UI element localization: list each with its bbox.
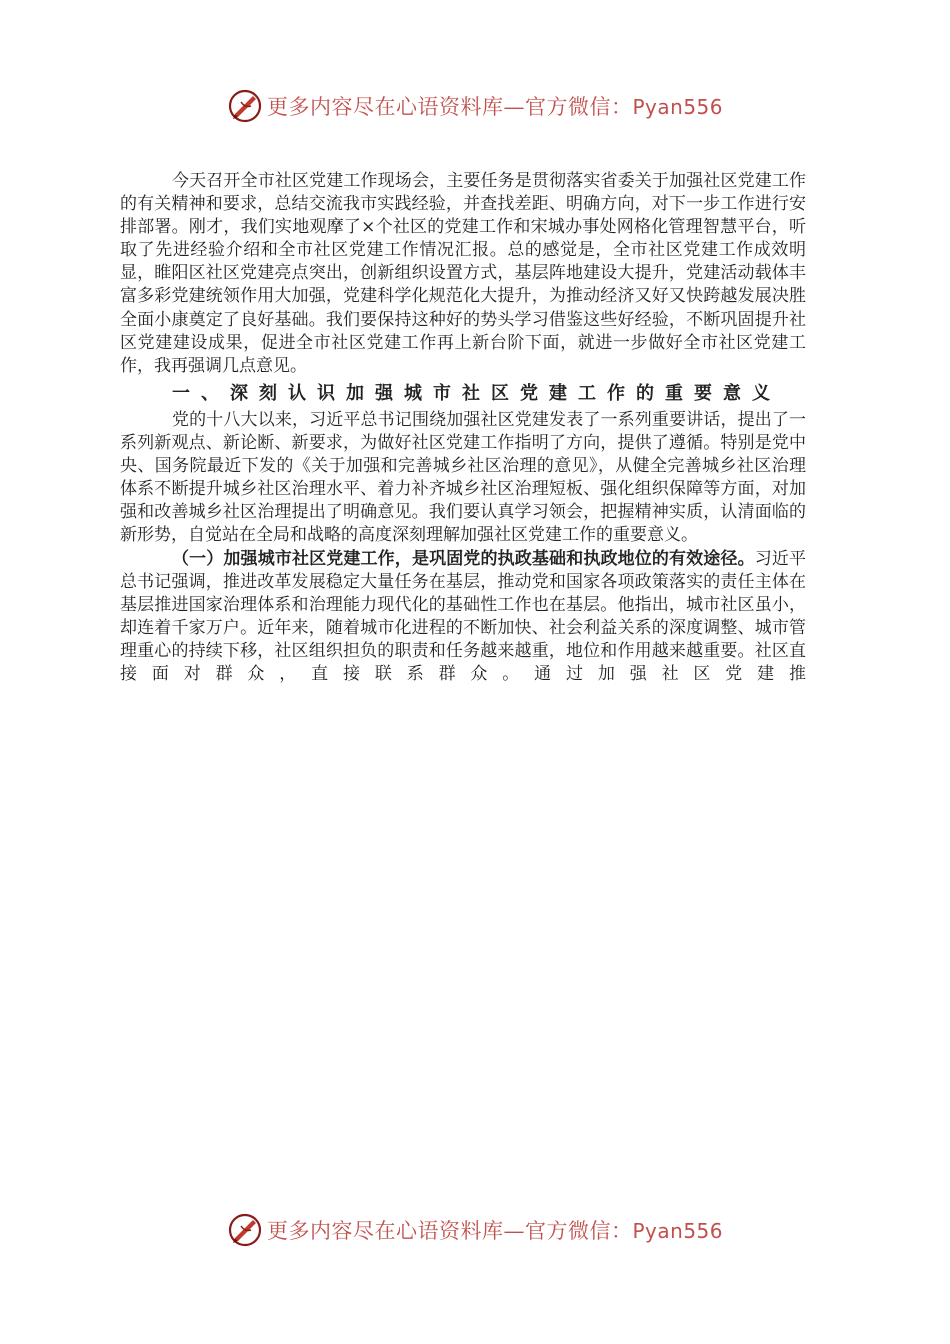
pen-logo-icon xyxy=(227,1212,263,1248)
section-heading-1: 一、深刻认识加强城市社区党建工作的重要意义 xyxy=(172,382,781,404)
banner-text xyxy=(267,1215,723,1245)
subsection-heading-1: （一）加强城市社区党建工作，是巩固党的执政基础和执政地位的有效途径。 xyxy=(172,548,755,569)
banner-wechat-handle: Pyan556 xyxy=(632,1219,723,1243)
document-body xyxy=(120,170,806,686)
footer-banner xyxy=(0,1208,950,1252)
paragraph-intro: 今天召开全市社区党建工作现场会，主要任务是贯彻落实省委关于加强社区党建工作的有关精神和要求，总结交流我市实践经验，并查找差距、明确方向，对下一步工作进行安排部署。刚才，我们实地观摩了×个社区的党建工作和宋城办事处网格化管理智慧平台，听取了先进经验介绍和全市社区党建工作情况汇报。总的感觉是，全市社区党建工作成效明显，睢阳区社区党建亮点突出，创新组织设置方式，基层阵地建设大提升，党建活动载体丰富多彩党建统领作用大加强，党建科学化规范化大提升，为推动经济又好又快跨越发展决胜全面小康奠定了良好基础。我们要保持这种好的势头学习借鉴这些好经验，不断巩固提升社区党建建设成果，促进全市社区党建工作再上新台阶下面，就进一步做好全市社区党建工作，我再强调几点意见。 xyxy=(120,171,806,376)
subsection-text-1: 习近平总书记强调，推进改革发展稳定大量任务在基层，推动党和国家各项政策落实的责任主体在基层推进国家治理体系和治理能力现代化的基础性工作也在基层。他指出，城市社区虽小，却连着千家万户。近年来，随着城市化进程的不断加快、社会利益关系的深度调整、城市管理重心的持续下移，社区组织担负的职责和任务越来越重，地位和作用越来越重要。社区直接面对群众，直接联系群众。通过加强社区党建推 xyxy=(120,548,807,684)
banner-label: 更多内容尽在心语资料库—官方微信： xyxy=(266,1219,633,1243)
paragraph-section-1: 党的十八大以来，习近平总书记围绕加强社区党建发表了一系列重要讲话，提出了一系列新观点、新论断、新要求，为做好社区党建工作指明了方向，提供了遵循。特别是党中央、国务院最近下发的《关于加强和完善城乡社区治理的意见》，从健全完善城乡社区治理体系不断提升城乡社区治理水平、着力补齐城乡社区治理短板、强化组织保障等方面，对加强和改善城乡社区治理提出了明确意见。我们要认真学习领会，把握精神实质，认清面临的新形势，自觉站在全局和战略的高度深刻理解加强社区党建工作的重要意义。 xyxy=(120,409,806,546)
banner-wechat-handle: Pyan556 xyxy=(632,95,723,119)
paragraph-subsection-1 xyxy=(120,548,806,687)
pen-logo-icon xyxy=(227,88,263,124)
header-banner xyxy=(0,84,950,128)
banner-text xyxy=(267,91,723,121)
banner-label: 更多内容尽在心语资料库—官方微信： xyxy=(266,95,633,119)
